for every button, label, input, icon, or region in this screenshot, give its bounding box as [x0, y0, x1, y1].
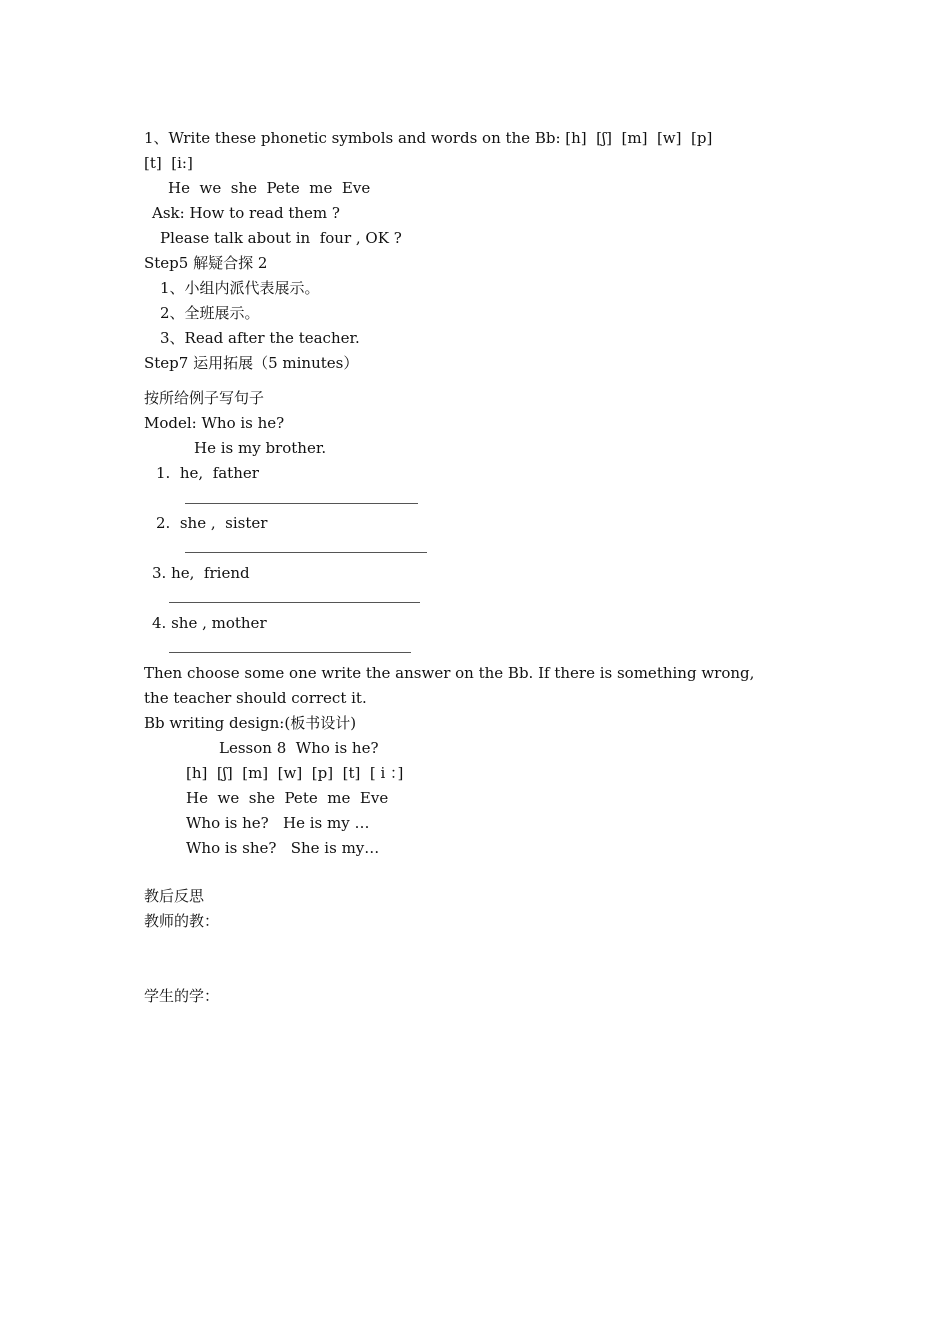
reflection-heading: 教后反思: [144, 887, 205, 905]
model-answer: He is my brother.: [194, 439, 327, 457]
exercise-instruction: 按所给例子写句子: [144, 389, 265, 407]
step7-heading: Step7 运用拓展（5 minutes）: [144, 354, 359, 372]
word-list: He we she Pete me Eve: [168, 179, 371, 197]
exercise-item-4: 4. she , mother: [152, 614, 267, 632]
exercise-item-2: 2. she , sister: [156, 514, 268, 532]
exercise-item-3: 3. he, friend: [152, 564, 250, 582]
board-word-list: He we she Pete me Eve: [186, 789, 389, 807]
board-phonetic-symbols: [h] [ʃ] [m] [w] [p] [t] [ i ：]: [186, 764, 404, 782]
step5-heading: Step5 解疑合探 2: [144, 254, 268, 272]
board-sentence-she: Who is she? She is my…: [186, 839, 380, 857]
board-design-heading: Bb writing design:(板书设计): [144, 714, 357, 732]
answer-blank-4[interactable]: [169, 652, 411, 653]
ask-question: Ask: How to read them ?: [152, 204, 340, 222]
teacher-reflection-label: 教师的教：: [144, 912, 220, 930]
answer-blank-1[interactable]: [185, 503, 418, 504]
answer-blank-2[interactable]: [185, 552, 427, 553]
step5-item-2: 2、全班展示。: [160, 304, 260, 322]
phonetic-symbols-continued: [t] [i:]: [144, 154, 193, 172]
follow-up-instruction-continued: the teacher should correct it.: [144, 689, 367, 707]
board-sentence-he: Who is he? He is my …: [186, 814, 370, 832]
follow-up-instruction: Then choose some one write the answer on the Bb. If there is something wrong,: [144, 664, 755, 682]
step-instruction-line: 1、Write these phonetic symbols and words on the Bb: [h] [ʃ] [m] [w] [p]: [144, 129, 713, 147]
model-question: Model: Who is he?: [144, 414, 285, 432]
board-lesson-title: Lesson 8 Who is he?: [219, 739, 379, 757]
step5-item-3: 3、Read after the teacher.: [160, 329, 360, 347]
exercise-item-1: 1. he, father: [156, 464, 259, 482]
student-reflection-label: 学生的学：: [144, 987, 220, 1005]
step5-item-1: 1、小组内派代表展示。: [160, 279, 320, 297]
answer-blank-3[interactable]: [169, 602, 420, 603]
talk-prompt: Please talk about in four , OK ?: [160, 229, 402, 247]
